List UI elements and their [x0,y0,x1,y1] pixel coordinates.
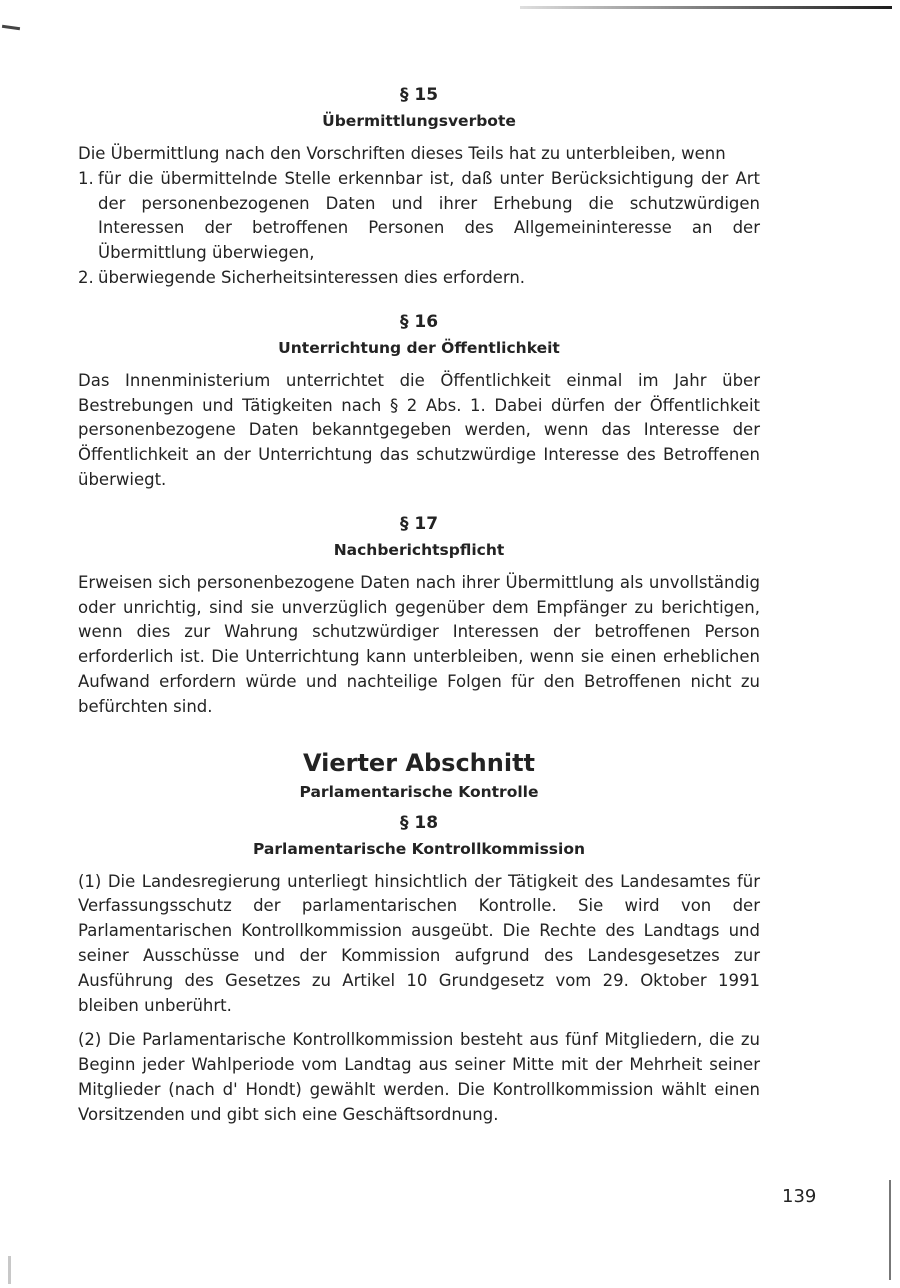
list-item-text: überwiegende Sicherheitsinteressen dies erfordern. [98,267,526,287]
section-paragraph: (2) Die Parlamentarische Kontrollkommission besteht aus fünf Mitgliedern, die zu Beginn jeder Wahlperiode vom Landtag aus seiner Mitte mit der Mehrheit seiner Mitglieder (nach d' Hondt) gewählt werden. Die Kontrollkommission wählt einen Vorsitzenden und gibt sich eine Geschäftsordnung. [78,1030,760,1124]
chapter-heading [78,746,760,804]
list-item [78,167,760,266]
chapter-title: Vierter Abschnitt [302,748,536,777]
section-body: Erweisen sich personenbezogene Daten nach ihrer Übermittlung als unvollständig oder unrichtig, sind sie unverzüglich gegenüber dem Empfänger zu berichtigen, wenn dies zur Wahrung schutzwürdiger Interessen der betroffenen Person erforderlich ist. Die Unterrichtung kann unterbleiben, wenn sie einen erheblichen Aufwand erfordern würde und nachteilige Folgen für den Betroffenen nicht zu befürchten sind. [78,572,760,716]
list-item-text: für die übermittelnde Stelle erkennbar ist, daß unter Berücksichtigung der Art der personenbezogenen Daten und ihrer Erhebung die schutzwürdigen Interessen der betroffenen Personen des Allgemeininteresse an der Übermittlung überwiegen, [98,168,760,263]
scan-mark-bottom [8,1256,11,1284]
list-marker: 2. [78,267,94,287]
section-18 [78,810,760,1128]
section-15 [78,82,760,291]
section-number: § 16 [399,311,439,332]
list-marker: 1. [78,168,94,188]
section-title: Nachberichtspflicht [333,540,505,559]
section-title: Parlamentarische Kontrollkommission [252,839,586,858]
scan-mark-left [2,25,20,30]
section-number: § 18 [399,812,439,833]
scan-edge-line-top [520,6,892,9]
chapter-subtitle: Parlamentarische Kontrolle [299,782,539,801]
section-paragraph: (1) Die Landesregierung unterliegt hinsichtlich der Tätigkeit des Landesamtes für Verfassungsschutz der parlamentarischen Kontrolle. Sie wird von der Parlamentarischen Kontrollkommission ausgeübt. Die Rechte des Landtags und seiner Ausschüsse und der Kommission aufgrund des Landesgesetzes zur Ausführung des Gesetzes zu Artikel 10 Grundgesetz vom 29. Oktober 1991 bleiben unberührt. [78,871,760,1015]
scan-edge-line-right [889,1180,891,1280]
section-title: Unterrichtung der Öffentlichkeit [278,338,560,357]
section-intro: Die Übermittlung nach den Vorschriften dieses Teils hat zu unterbleiben, wenn [78,144,726,163]
list-item [78,266,760,291]
section-17 [78,511,760,720]
section-number: § 17 [399,513,439,534]
section-body: Das Innenministerium unterrichtet die Öffentlichkeit einmal im Jahr über Bestrebungen und Tätigkeiten nach § 2 Abs. 1. Dabei dürfen der Öffentlichkeit personenbezogene Daten bekanntgegeben werden, wenn das Interesse der Öffentlichkeit an der Unterrichtung das schutzwürdige Interesse des Betroffenen überwiegt. [78,370,760,489]
section-number: § 15 [399,85,439,105]
page-number: 139 [782,1186,817,1207]
section-title: Übermittlungsverbote [322,112,516,130]
document-page [78,82,760,1128]
section-16 [78,309,760,493]
